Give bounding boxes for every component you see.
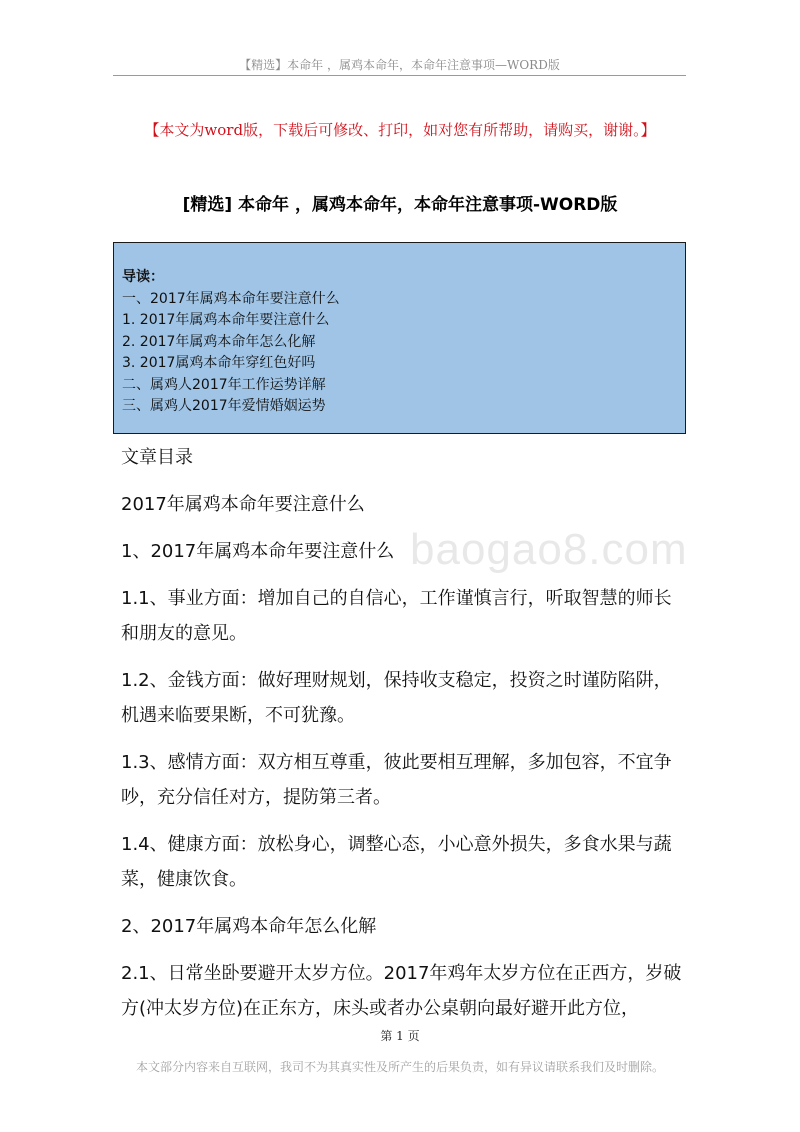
word-version-notice: 【本文为word版，下载后可修改、打印，如对您有所帮助，请购买，谢谢。】 xyxy=(144,121,656,139)
page-number: 第 1 页 xyxy=(380,1029,420,1043)
site-watermark: baogao8.com xyxy=(410,525,688,574)
subsection-heading: 2、2017年属鸡本命年怎么化解 xyxy=(121,916,377,937)
guide-label: 导读： xyxy=(122,269,164,285)
article-body xyxy=(121,440,684,1038)
guide-item: 3. 2017属鸡本命年穿红色好吗 xyxy=(122,355,316,371)
guide-box xyxy=(113,242,686,434)
body-paragraph: 1.4、健康方面：放松身心，调整心态，小心意外损失，多食水果与蔬菜，健康饮食。 xyxy=(121,834,672,890)
toc-heading: 文章目录 xyxy=(121,447,193,468)
document-title: [精选] 本命年 ，属鸡本命年，本命年注意事项-WORD版 xyxy=(182,195,618,215)
guide-item: 1. 2017年属鸡本命年要注意什么 xyxy=(122,312,330,328)
subsection-heading: 1、2017年属鸡本命年要注意什么 xyxy=(121,541,395,562)
section-heading: 2017年属鸡本命年要注意什么 xyxy=(121,494,365,515)
body-paragraph: 1.3、感情方面：双方相互尊重，彼此要相互理解，多加包容，不宜争吵，充分信任对方，提防第三者。 xyxy=(121,752,672,808)
body-paragraph: 2.1、日常坐卧要避开太岁方位。2017年鸡年太岁方位在正西方，岁破方(冲太岁方位)在正东方，床头或者办公桌朝向最好避开此方位， xyxy=(121,963,682,1019)
body-paragraph: 1.1、事业方面：增加自己的自信心，工作谨慎言行，听取智慧的师长和朋友的意见。 xyxy=(121,588,672,644)
guide-item: 一、2017年属鸡本命年要注意什么 xyxy=(122,290,340,307)
disclaimer-footer: 本文部分内容来自互联网，我司不为其真实性及所产生的后果负责，如有异议请联系我们及时删除。 xyxy=(135,1060,664,1074)
header-divider xyxy=(113,75,686,76)
guide-item: 二、属鸡人2017年工作运势详解 xyxy=(122,376,326,393)
guide-item: 2. 2017年属鸡本命年怎么化解 xyxy=(122,333,316,350)
page-header: 【精选】本命年 ，属鸡本命年，本命年注意事项—WORD版 xyxy=(239,58,560,72)
guide-item: 三、属鸡人2017年爱情婚姻运势 xyxy=(122,398,326,414)
body-paragraph: 1.2、金钱方面：做好理财规划，保持收支稳定，投资之时谨防陷阱，机遇来临要果断，不可犹豫。 xyxy=(121,670,672,726)
